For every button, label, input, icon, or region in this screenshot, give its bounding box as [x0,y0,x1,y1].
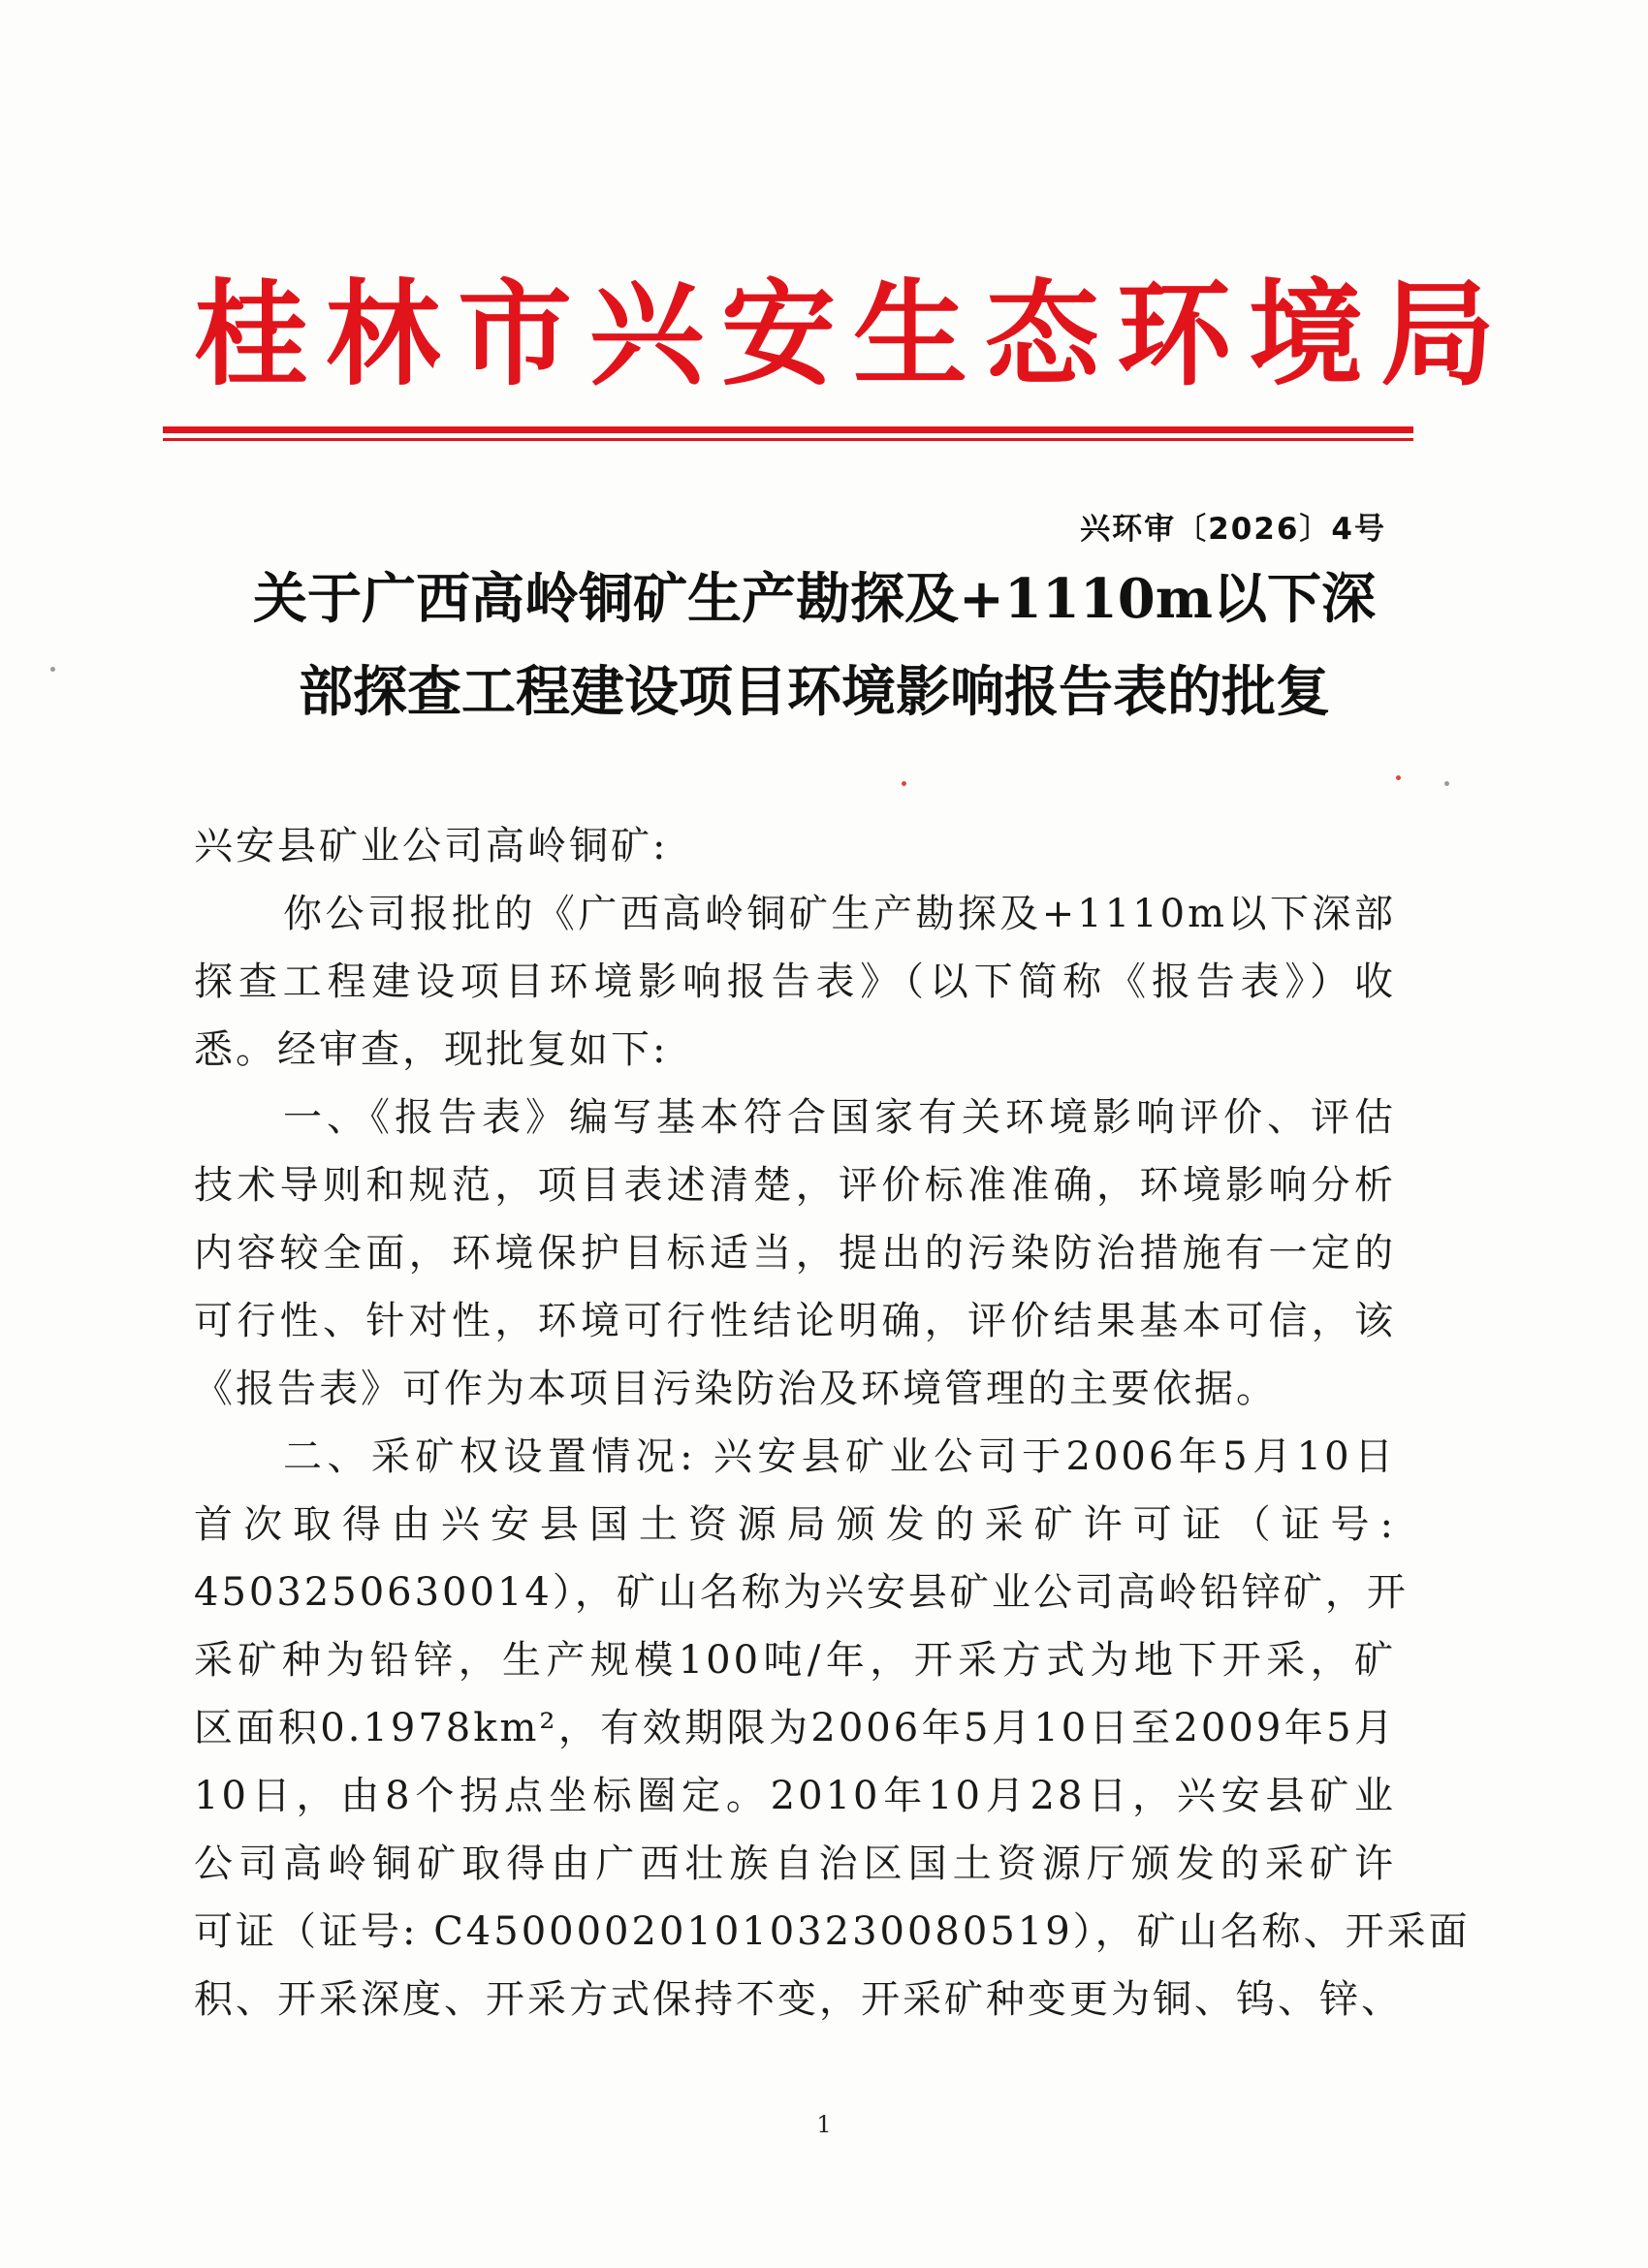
paragraph-line: 公司高岭铜矿取得由广西壮族自治区国土资源厅颁发的采矿许 [194,1842,1396,1886]
scan-speck [902,781,906,786]
page-number: 1 [816,2111,832,2138]
paragraph-line: 采矿种为铅锌，生产规模100吨/年，开采方式为地下开采，矿 [194,1638,1396,1683]
paragraph-line: 探查工程建设项目环境影响报告表》（以下简称《报告表》）收 [194,960,1396,1004]
paragraph-line: 你公司报批的《广西高岭铜矿生产勘探及+1110m以下深部 [283,892,1396,936]
paragraph-3 [194,1423,1471,2033]
masthead-rule-thin [163,438,1413,441]
paragraph-line: 可证（证号: C4500002010103230080519），矿山名称、开采面 [194,1909,1471,1954]
scan-speck [1444,781,1449,786]
document-body [194,812,1471,2033]
paragraph-line: 可行性、针对性，环境可行性结论明确，评价结果基本可信，该 [194,1299,1396,1343]
paragraph-line: 首次取得由兴安县国土资源局颁发的采矿许可证（证号: [194,1502,1396,1547]
paragraph-line: 区面积0.1978km²，有效期限为2006年5月10日至2009年5月 [194,1706,1396,1750]
paragraph-line: 4503250630014），矿山名称为兴安县矿业公司高岭铅锌矿，开 [194,1570,1409,1615]
paragraph-1 [194,880,1396,1084]
masthead-rule-thick [163,426,1413,433]
title-line-1: 关于广西高岭铜矿生产勘探及+1110m以下深 [252,567,1377,631]
paragraph-line: 《报告表》可作为本项目污染防治及环境管理的主要依据。 [194,1367,1278,1411]
agency-masthead: 桂林市兴安生态环境局 [194,268,1513,401]
paragraph-line: 积、开采深度、开采方式保持不变，开采矿种变更为铜、钨、锌、 [194,1977,1403,2022]
paragraph-line: 技术导则和规范，项目表述清楚，评价标准准确，环境影响分析 [194,1163,1396,1208]
paragraph-line: 一、《报告表》编写基本符合国家有关环境影响评价、评估 [283,1095,1396,1140]
salutation: 兴安县矿业公司高岭铜矿: [194,824,669,868]
paragraph-2 [194,1084,1396,1423]
document-number: 兴环审〔2026〕4号 [1080,512,1386,547]
paragraph-line: 内容较全面，环境保护目标适当，提出的污染防治措施有一定的 [194,1231,1396,1276]
paragraph-line: 10日，由8个拐点坐标圈定。2010年10月28日，兴安县矿业 [194,1774,1396,1818]
paragraph-line: 二、采矿权设置情况: 兴安县矿业公司于2006年5月10日 [283,1434,1396,1479]
paragraph-line: 悉。经审查，现批复如下: [194,1027,669,1072]
scan-speck [1396,775,1401,780]
document-title [184,552,1444,739]
scan-speck [50,667,55,672]
title-line-2: 部探查工程建设项目环境影响报告表的批复 [299,660,1330,724]
